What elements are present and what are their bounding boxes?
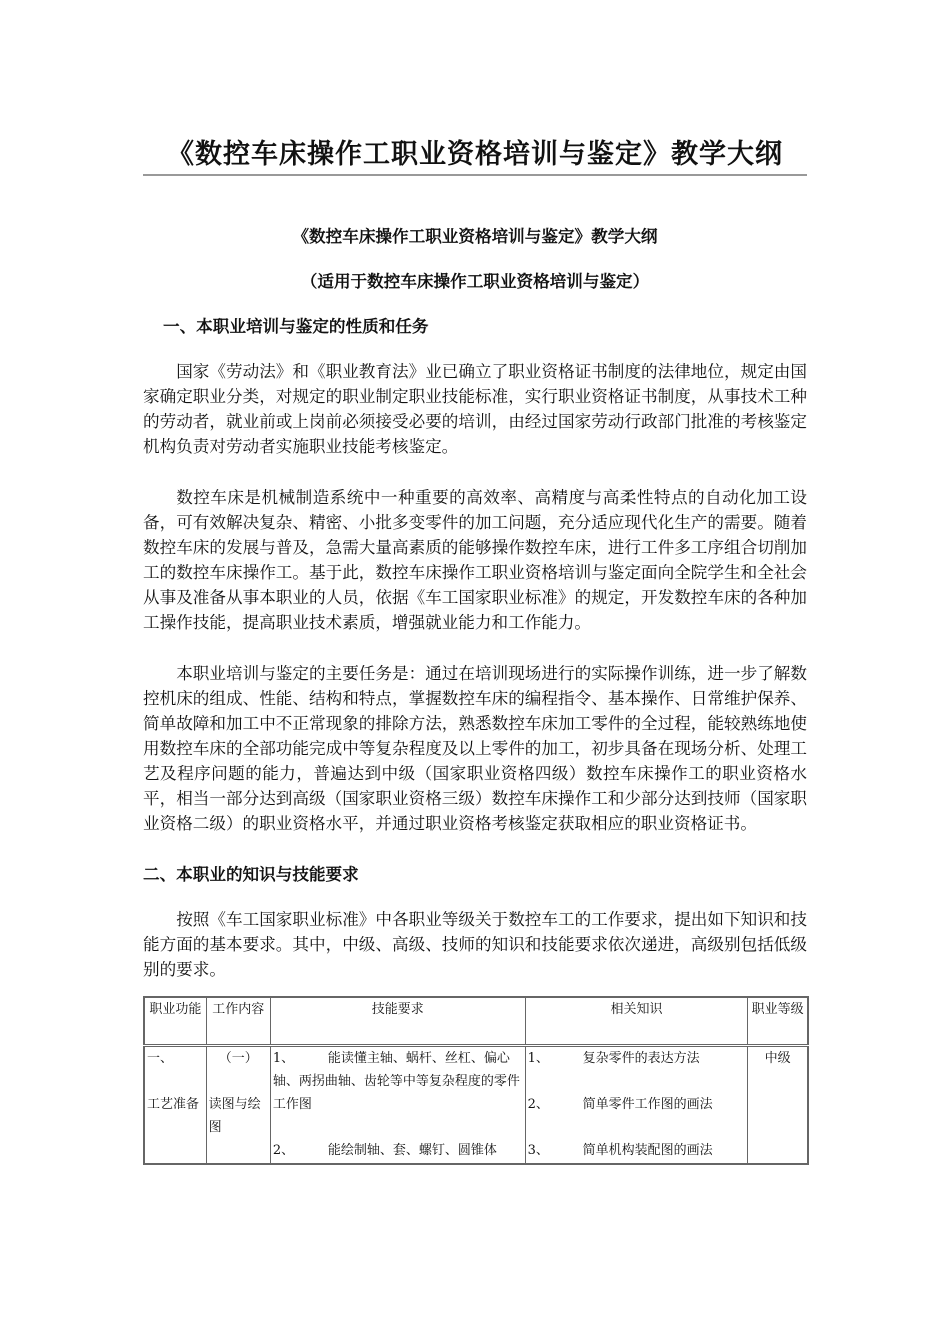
level-cell: 中级 (748, 1046, 808, 1165)
section-heading-1: 一、本职业培训与鉴定的性质和任务 (163, 317, 429, 336)
document-body (143, 224, 807, 1165)
header-cell: 技能要求 (270, 997, 525, 1046)
table-row (144, 1046, 808, 1165)
content-number: （一） (218, 1051, 258, 1066)
content-cell (206, 1046, 270, 1165)
header-cell: 职业等级 (748, 997, 808, 1046)
subtitle: 《数控车床操作工职业资格培训与鉴定》教学大纲 (292, 227, 658, 246)
scope-note: （适用于数控车床操作工职业资格培训与鉴定） (300, 272, 650, 291)
header-cell: 职业功能 (144, 997, 206, 1046)
paragraph: 数控车床是机械制造系统中一种重要的高效率、高精度与高柔性特点的自动化加工设备，可有效解决复杂、精密、小批多变零件的加工问题，充分适应现代化生产的需要。随着数控车床的发展与普及，急需大量高素质的能够操作数控车床，进行工件多工序组合切削加工的数控车床操作工。基于此，数控车床操作工职业资格培训与鉴定面向全院学生和全社会从事及准备从事本职业的人员，依据《车工国家职业标准》的规定，开发数控车床的各种加工操作技能，提高职业技术素质，增强就业能力和工作能力。 (143, 488, 807, 632)
requirements-table (143, 996, 809, 1165)
item-number: 2、 (527, 1097, 549, 1112)
skill-item (273, 1047, 523, 1116)
title-divider (143, 174, 807, 176)
paragraph: 按照《车工国家职业标准》中各职业等级关于数控车工的工作要求，提出如下知识和技能方面的基本要求。其中，中级、高级、技师的知识和技能要求依次递进，高级别包括低级别的要求。 (143, 910, 807, 979)
document-title: 《数控车床操作工职业资格培训与鉴定》教学大纲 (167, 139, 783, 170)
function-cell (144, 1046, 206, 1165)
item-text: 能绘制轴、套、螺钉、圆锥体 (327, 1143, 497, 1158)
section-heading-2: 二、本职业的知识与技能要求 (143, 865, 359, 884)
knowledge-item (528, 1093, 746, 1116)
skill-item (273, 1139, 523, 1162)
knowledge-cell (525, 1046, 748, 1165)
item-text: 简单机构装配图的画法 (582, 1143, 713, 1158)
item-text: 复杂零件的表达方法 (582, 1051, 700, 1066)
header-cell: 相关知识 (525, 997, 748, 1046)
content-label: 读图与绘图 (208, 1097, 261, 1135)
item-text: 能读懂主轴、蜗杆、丝杠、偏心轴、两拐曲轴、齿轮等中等复杂程度的零件工作图 (272, 1051, 520, 1112)
paragraph: 本职业培训与鉴定的主要任务是：通过在培训现场进行的实际操作训练，进一步了解数控机床的组成、性能、结构和特点，掌握数控车床的编程指令、基本操作、日常维护保养、简单故障和加工中不正常现象的排除方法，熟悉数控车床加工零件的全过程，能较熟练地使用数控车床的全部功能完成中等复杂程度及以上零件的加工，初步具备在现场分析、处理工艺及程序问题的能力，普遍达到中级（国家职业资格四级）数控车床操作工的职业资格水平，相当一部分达到高级（国家职业资格三级）数控车床操作工和少部分达到技师（国家职业资格二级）的职业资格水平，并通过职业资格考核鉴定获取相应的职业资格证书。 (143, 664, 807, 833)
item-number: 1、 (527, 1051, 549, 1066)
table-header-row (144, 997, 808, 1046)
function-label: 工艺准备 (147, 1097, 200, 1112)
header-cell: 工作内容 (206, 997, 270, 1046)
knowledge-item (528, 1047, 746, 1070)
paragraph: 国家《劳动法》和《职业教育法》业已确立了职业资格证书制度的法律地位，规定由国家确定职业分类，对规定的职业制定职业技能标准，实行职业资格证书制度，从事技术工种的劳动者，就业前或上岗前必须接受必要的培训，由经过国家劳动行政部门批准的考核鉴定机构负责对劳动者实施职业技能考核鉴定。 (143, 362, 807, 456)
item-text: 简单零件工作图的画法 (582, 1097, 713, 1112)
skills-cell (270, 1046, 525, 1165)
item-number: 3、 (527, 1143, 549, 1158)
item-number: 2、 (272, 1143, 295, 1158)
function-number: 一、 (147, 1051, 174, 1066)
knowledge-item (528, 1139, 746, 1162)
item-number: 1、 (272, 1051, 295, 1066)
